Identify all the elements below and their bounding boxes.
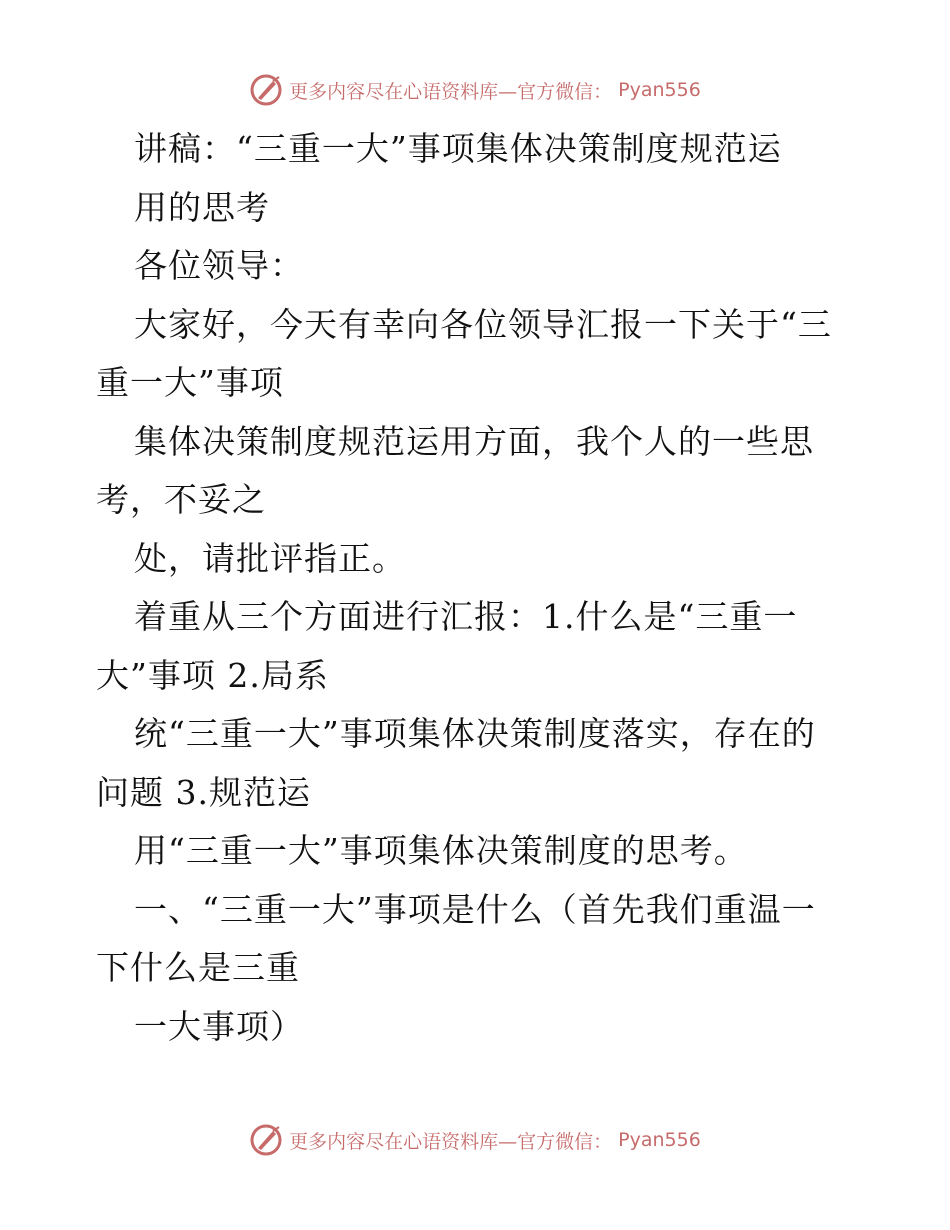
text-line: 一、“三重一大”事项是什么（首先我们重温一 bbox=[134, 889, 816, 929]
watermark-text: 更多内容尽在心语资料库—官方微信： bbox=[289, 80, 613, 103]
text-line: 用的思考 bbox=[134, 187, 270, 227]
text-line: 一大事项） bbox=[134, 1006, 304, 1046]
text-line: 用“三重一大”事项集体决策制度的思考。 bbox=[134, 831, 748, 870]
text-line: 讲稿：“三重一大”事项集体决策制度规范运 bbox=[134, 129, 782, 168]
watermark-header bbox=[0, 70, 950, 110]
text-line: 问题 3.规范运 bbox=[96, 772, 311, 812]
text-line: 下什么是三重 bbox=[96, 948, 300, 987]
quill-pen-logo-icon bbox=[249, 73, 283, 107]
watermark-wechat-id: Pyan556 bbox=[618, 1129, 701, 1151]
text-line: 大家好，今天有幸向各位领导汇报一下关于“三 bbox=[134, 304, 832, 344]
text-line: 统“三重一大”事项集体决策制度落实，存在的 bbox=[134, 714, 816, 753]
quill-pen-logo-icon bbox=[249, 1123, 283, 1157]
text-line: 着重从三个方面进行汇报：1.什么是“三重一 bbox=[134, 597, 798, 636]
text-line: 集体决策制度规范运用方面，我个人的一些思 bbox=[134, 421, 814, 461]
document-body bbox=[96, 120, 856, 1056]
watermark-wechat-id: Pyan556 bbox=[618, 79, 701, 101]
text-line: 处，请批评指正。 bbox=[134, 538, 406, 578]
text-line: 重一大”事项 bbox=[96, 363, 284, 402]
watermark-text: 更多内容尽在心语资料库—官方微信： bbox=[289, 1130, 613, 1153]
text-line: 大”事项 2.局系 bbox=[96, 655, 329, 695]
text-line: 各位领导： bbox=[134, 246, 304, 285]
watermark-footer bbox=[0, 1120, 950, 1160]
text-line: 考，不妥之 bbox=[96, 480, 266, 519]
